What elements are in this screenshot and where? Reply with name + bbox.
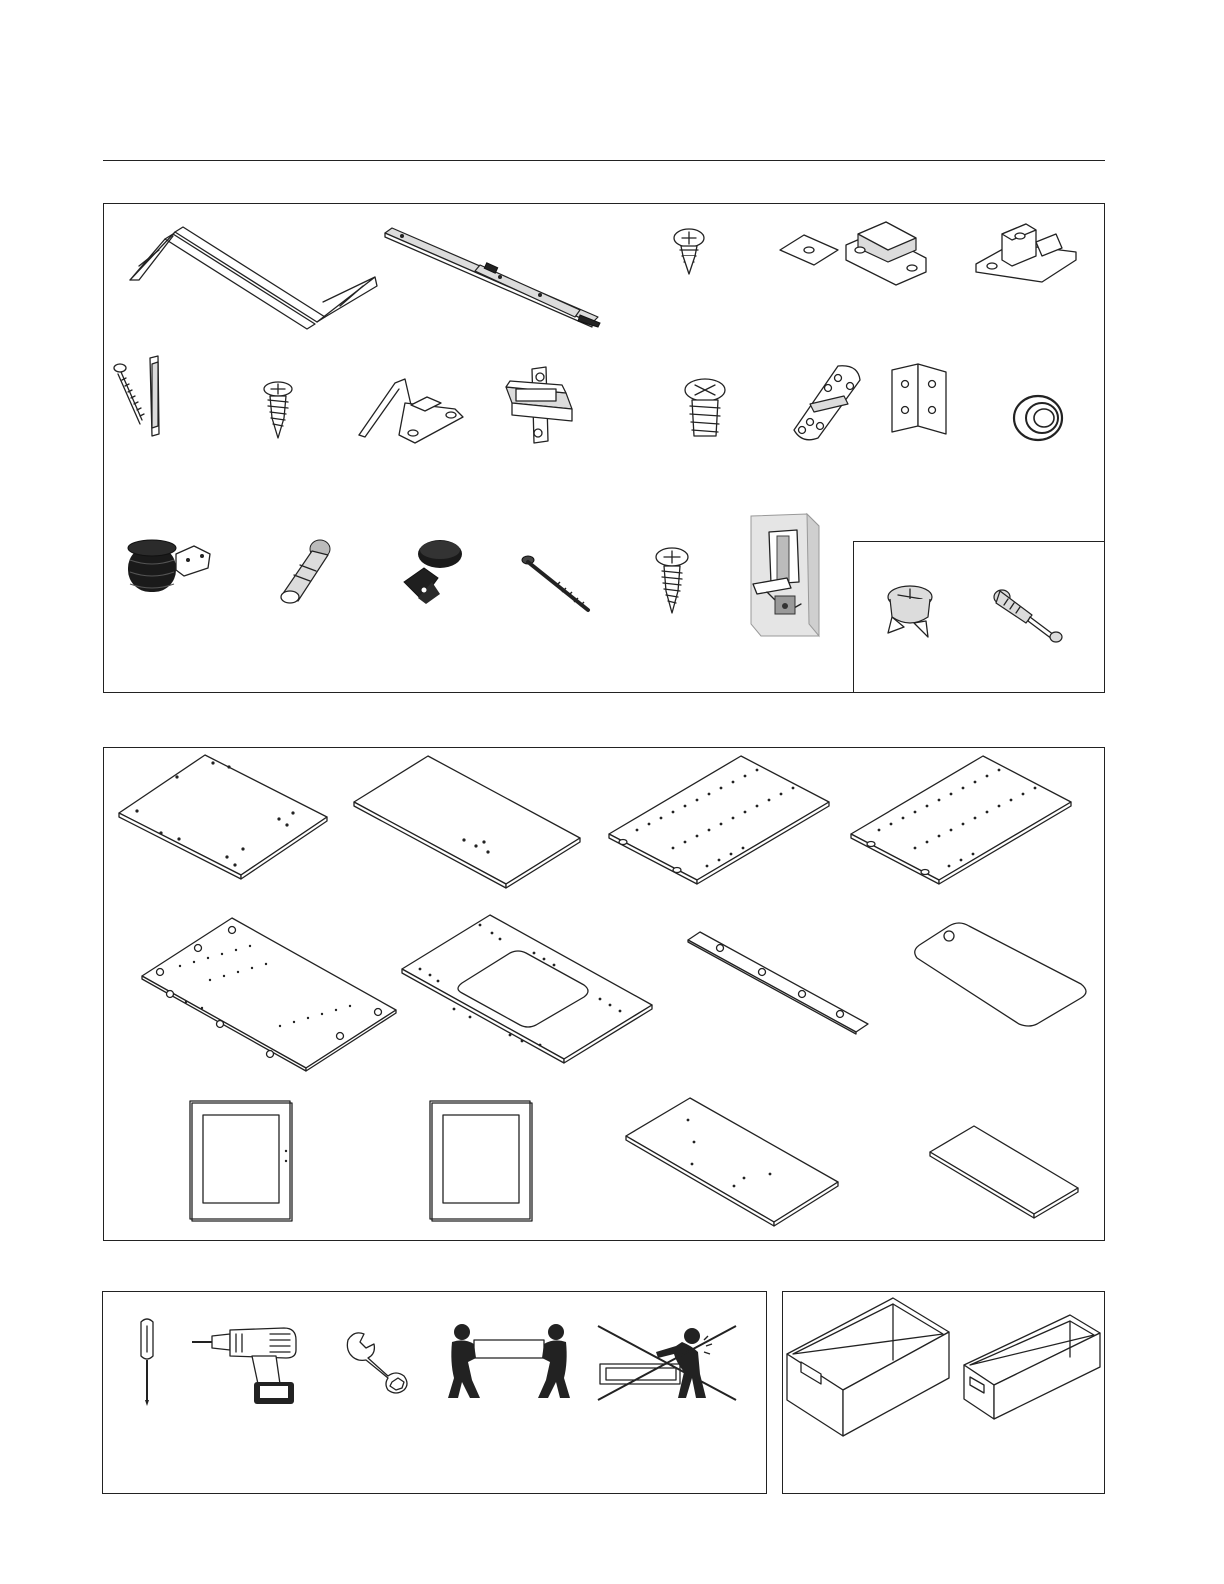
- two-person-lift-icon: [446, 1322, 572, 1400]
- dowel-pair-icon: [276, 537, 336, 605]
- confirmat-screw-icon: [680, 376, 730, 442]
- counter-top-cutout-icon: [400, 913, 655, 1065]
- rounded-board-icon: [913, 918, 1089, 1028]
- machine-bolt-icon: [520, 552, 594, 616]
- bracket-clip-icon: [972, 222, 1082, 287]
- drawer-slide-icon: [380, 225, 605, 330]
- concealed-hinge-box-icon: [747, 512, 821, 638]
- drawer-slide-clip-icon: [502, 365, 580, 447]
- screwdriver-icon: [136, 1316, 158, 1406]
- short-shelf-icon: [928, 1124, 1081, 1220]
- hinge-plate-icon: [355, 375, 467, 445]
- cam-lock-icon: [884, 583, 936, 641]
- back-panel-icon: [140, 916, 398, 1072]
- power-drill-icon: [190, 1322, 302, 1406]
- header-rule: [103, 160, 1105, 161]
- long-bolt-clip-icon: [112, 354, 167, 438]
- door-frame-left-icon: [188, 1099, 294, 1223]
- side-panel-drilled-b-icon: [849, 754, 1075, 886]
- caster-plate-icon: [124, 538, 214, 596]
- pan-screw-icon: [651, 545, 693, 617]
- door-frame-right-icon: [428, 1099, 534, 1223]
- support-brackets-icon: [125, 222, 385, 332]
- bottom-shelf-icon: [624, 1096, 840, 1230]
- box-large-icon: [785, 1296, 951, 1438]
- caster-swivel-icon: [394, 538, 474, 606]
- top-panel-icon: [352, 754, 582, 890]
- screw-small-icon: [668, 226, 710, 278]
- flat-hinge-icon: [788, 362, 868, 444]
- box-small-icon: [962, 1313, 1102, 1423]
- wood-screw-icon: [258, 380, 298, 442]
- cam-bolt-icon: [990, 585, 1070, 645]
- magnetic-catch-icon: [776, 220, 936, 290]
- rail-strip-icon: [686, 928, 871, 1036]
- wrench-icon: [344, 1330, 412, 1396]
- no-single-lift-icon: [596, 1322, 738, 1402]
- side-panel-left-icon: [117, 753, 332, 881]
- side-panel-drilled-a-icon: [607, 754, 833, 886]
- angle-bracket-icon: [888, 362, 950, 436]
- grommet-icon: [1010, 390, 1072, 446]
